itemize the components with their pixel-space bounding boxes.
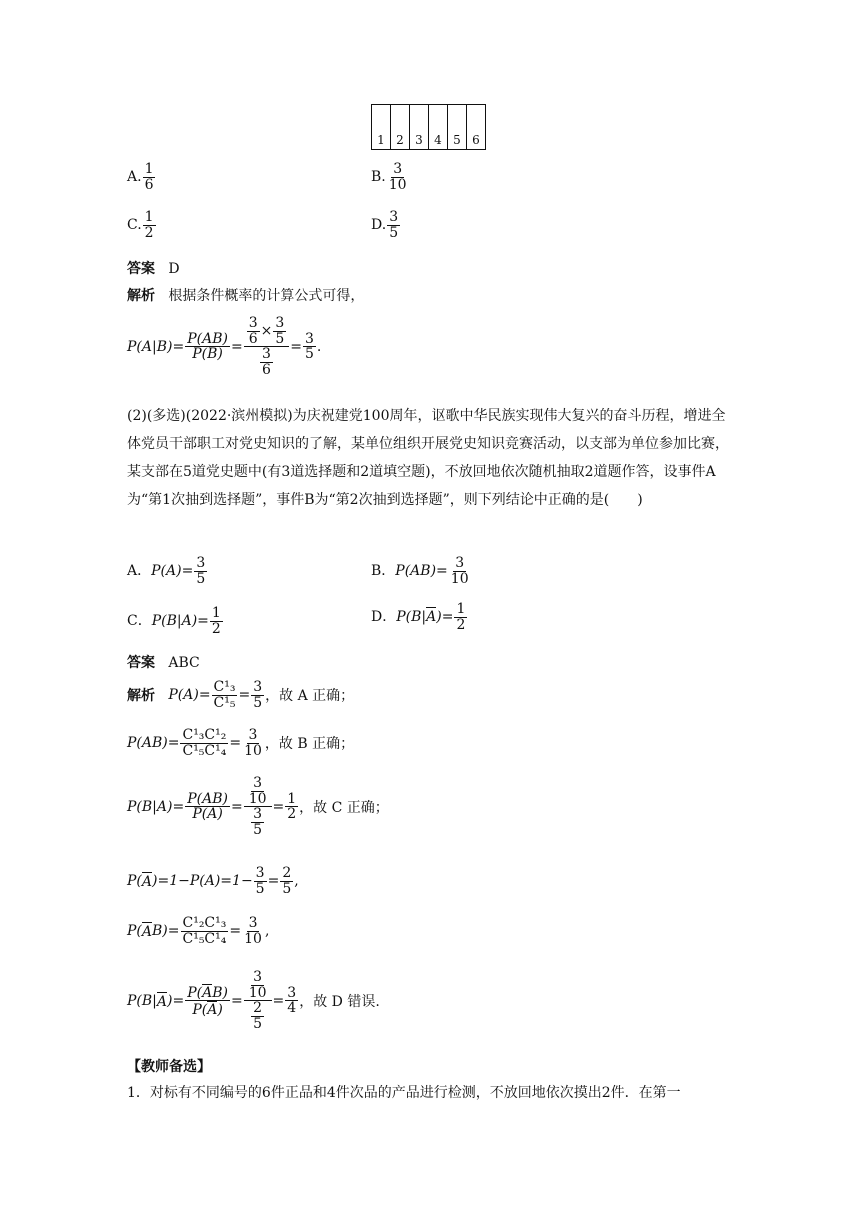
box-cell: 3 <box>410 105 429 149</box>
q1-analysis: 解析 根据条件概率的计算公式可得， <box>127 288 365 304</box>
q2-analysis-line-3: P(B|A)= $\frac{P(AB)}{P(A)}$ = $\frac{\frac{3}{10}}{\frac{3}{5}}$ = $\frac{1}{2}$ ，故 C 正确； <box>127 775 389 839</box>
q2-answer: 答案 ABC <box>127 655 200 671</box>
q1-option-c: C. $\frac{1}{2}$ <box>127 209 154 241</box>
box-cell: 5 <box>448 105 467 149</box>
q2-analysis-line-5: P( A B)= $\frac{\text{C¹₂C¹₃}}{\text{C¹₅C¹₄}}$ = $\frac{3}{10}$ , <box>127 915 270 947</box>
q2-analysis-line-6: P(B| A )= $\frac{P(AB)}{P(A)}$ = $\frac{\frac{3}{10}}{\frac{2}{5}}$ = $\frac{3}{4}$ ，故 D 错误. <box>127 969 380 1033</box>
q2-analysis-line-2: P(AB)= $\frac{\text{C¹₃C¹₂}}{\text{C¹₅C¹₄}}$ = $\frac{3}{10}$ ，故 B 正确； <box>127 727 355 759</box>
q1-option-b: B. $\frac{3}{10}$ <box>371 161 407 193</box>
q2-option-c: C．P(B|A)= $\frac{1}{2}$ <box>127 605 221 637</box>
q2-option-b: B．P(AB)= $\frac{3}{10}$ <box>371 555 469 587</box>
q2-option-d: D．P(B|A)= $\frac{1}{2}$ <box>371 601 466 633</box>
q1-option-a: A. $\frac{1}{6}$ <box>127 161 154 193</box>
q1-answer: 答案 D <box>127 261 180 277</box>
teacher-section-heading: 【教师备选】 <box>127 1059 211 1075</box>
q2-question-text: (2)(多选)(2022·滨州模拟)为庆祝建党100周年，讴歌中华民族实现伟大复兴的奋斗历程，增进全体党员干部职工对党史知识的了解，某单位组织开展党史知识竞赛活动，以支部为单位参加比赛，某支部在5道党史题中(有3道选择题和2道填空题)，不放回地依次随机抽取2道题作答，设事件A为“第1次抽到选择题”，事件B为“第2次抽到选择题”，则下列结论中正确的是( ) <box>127 408 729 508</box>
box-cell: 4 <box>429 105 448 149</box>
box-cell: 1 <box>372 105 391 149</box>
q2-analysis-line-1: 解析 P(A)= $\frac{\text{C¹₃}}{\text{C¹₅}}$ = $\frac{3}{5}$ ，故 A 正确； <box>127 679 355 711</box>
q2-analysis-line-4: P( A )=1−P(A)=1− $\frac{3}{5}$ = $\frac{2}{5}$ , <box>127 865 299 897</box>
box-cell: 2 <box>391 105 410 149</box>
teacher-question-1: 1．对标有不同编号的6件正品和4件次品的产品进行检测，不放回地依次摸出2件．在第一 <box>127 1085 681 1101</box>
q2-option-a: A．P(A)= $\frac{3}{5}$ <box>127 555 206 587</box>
q1-option-d: D. $\frac{3}{5}$ <box>371 209 399 241</box>
q1-formula: P(A|B)= $\frac{P(AB)}{P(B)}$ = $\frac{3}{6}$ × $\frac{3}{5}$ $\frac{3}{6}$ = $\frac{3}{5}$ . <box>127 315 322 379</box>
box-cell: 6 <box>472 133 480 147</box>
numbered-box-diagram <box>371 104 486 150</box>
